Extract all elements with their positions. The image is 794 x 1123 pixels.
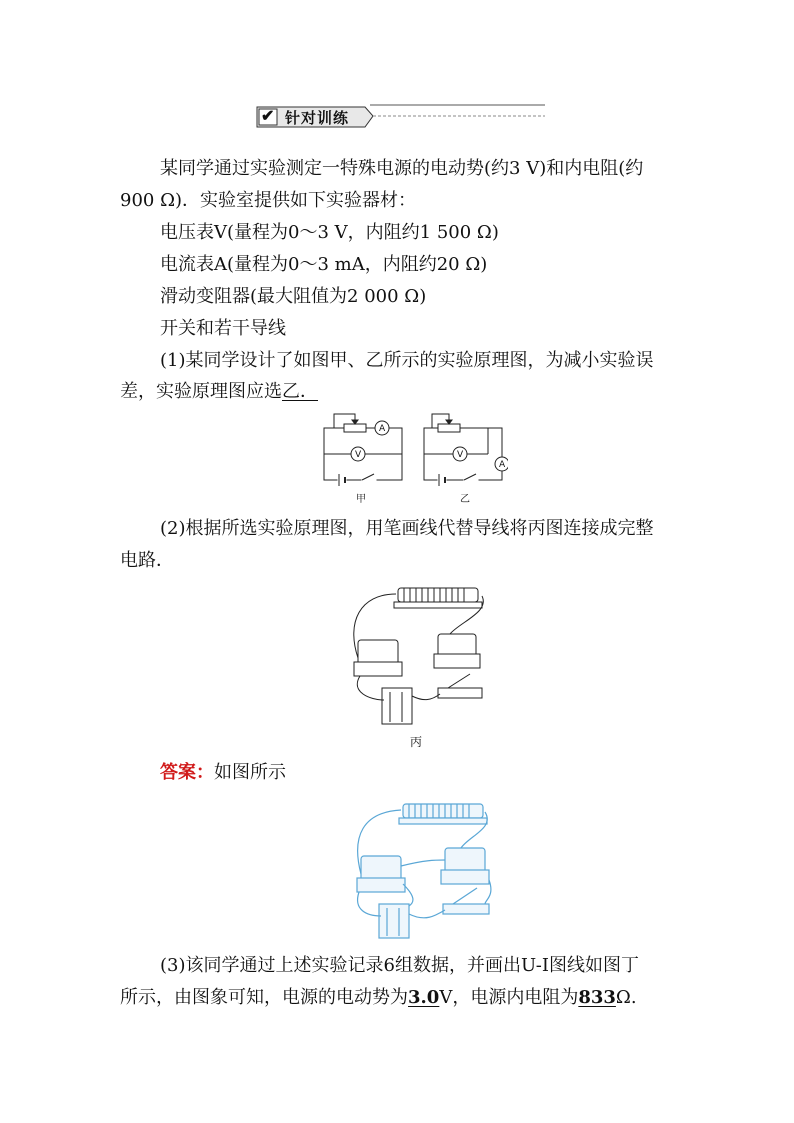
caption-bing: 丙	[410, 735, 423, 749]
figure-bing-apparatus	[340, 582, 490, 732]
question-1-line-1: (1)某同学设计了如图甲、乙所示的实验原理图，为减小实验误	[160, 350, 654, 371]
question-1-answer: 乙．	[282, 381, 318, 402]
answer-line	[160, 762, 286, 784]
yi-voltmeter-label: V	[457, 450, 464, 460]
question-3-line-2	[120, 987, 637, 1009]
answer-text: 如图所示	[214, 762, 286, 783]
question-3-text-c: Ω.	[615, 987, 637, 1008]
question-2-line-1: (2)根据所选实验原理图，用笔画线代替导线将丙图连接成完整	[160, 518, 654, 539]
jia-ammeter-label: A	[379, 424, 386, 434]
caption-yi: 乙	[460, 494, 470, 505]
question-3-emf-answer: 3.0	[408, 987, 440, 1008]
question-3-text-a: 所示，由图象可知，电源的电动势为	[120, 987, 408, 1008]
intro-line-1: 某同学通过实验测定一特殊电源的电动势(约3 V)和内电阻(约	[160, 158, 644, 179]
intro-line-2: 900 Ω)．实验室提供如下实验器材：	[120, 190, 417, 211]
section-header-label: 针对训练	[285, 109, 350, 127]
question-3-line-1: (3)该同学通过上述实验记录6组数据，并画出U-I图线如图丁	[160, 955, 639, 976]
circuit-diagrams	[318, 408, 508, 504]
question-2-line-2: 电路．	[120, 550, 174, 571]
figure-answer-apparatus	[345, 800, 495, 940]
circuit-yi	[424, 414, 508, 486]
question-3-text-b: V，电源内电阻为	[439, 987, 579, 1008]
circuit-jia	[324, 414, 402, 486]
equipment-rheostat: 滑动变阻器(最大阻值为2 000 Ω)	[160, 286, 427, 307]
equipment-ammeter: 电流表A(量程为0～3 mA，内阻约20 Ω)	[160, 254, 488, 275]
question-3-resistance-answer: 833	[578, 987, 616, 1008]
answer-label: 答案：	[160, 762, 214, 783]
check-icon: ✔	[261, 106, 275, 125]
caption-jia: 甲	[356, 494, 366, 505]
question-1-prefix: 差，实验原理图应选	[120, 381, 282, 402]
question-1-line-2	[120, 381, 334, 403]
yi-ammeter-label: A	[499, 460, 506, 470]
jia-voltmeter-label: V	[355, 450, 362, 460]
section-header	[255, 104, 545, 130]
equipment-voltmeter: 电压表V(量程为0～3 V，内阻约1 500 Ω)	[160, 222, 499, 243]
equipment-switch: 开关和若干导线	[160, 318, 286, 339]
